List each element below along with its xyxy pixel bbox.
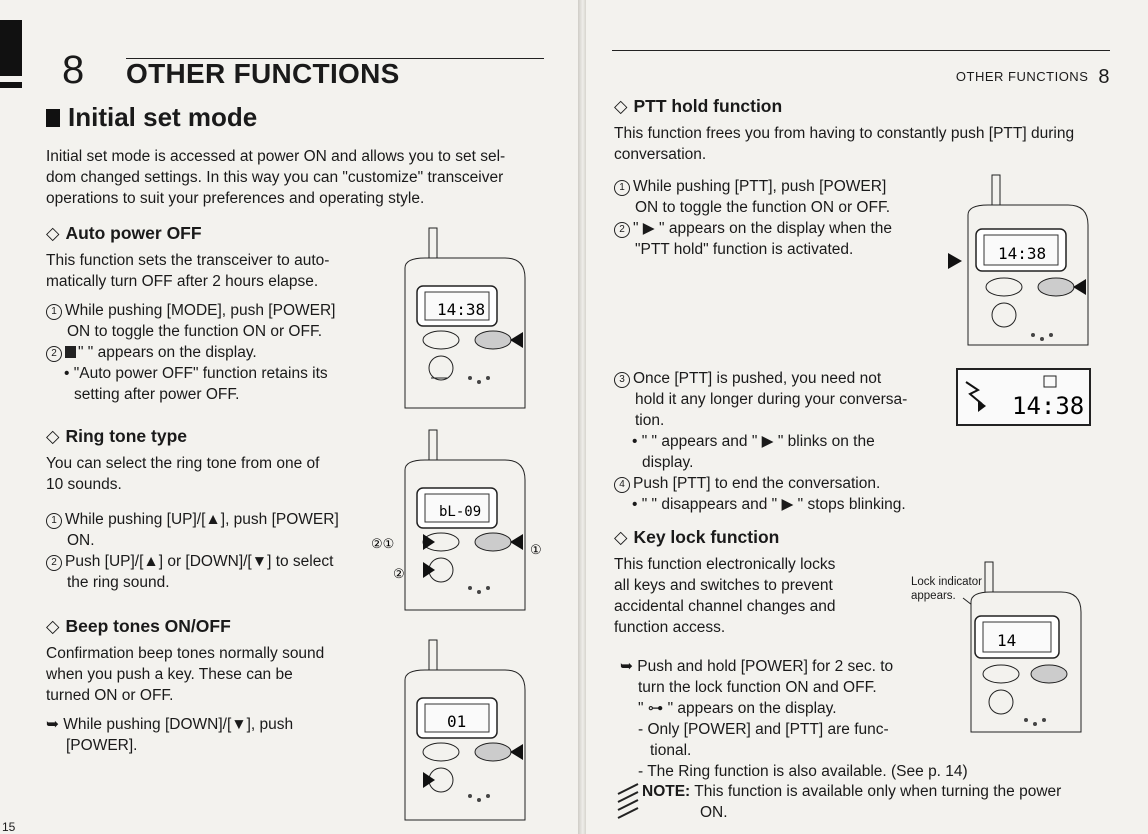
radio-illustration-ptt-hold [948, 175, 1108, 345]
chapter-tab-marker-small [0, 82, 22, 88]
ptt-hold-heading: ◇ PTT hold function [614, 96, 783, 116]
book-gutter [578, 0, 586, 834]
step-1-marker: 1 [614, 180, 630, 196]
section-title: Initial set mode [46, 102, 257, 133]
lcd-readout: 01 [447, 712, 467, 731]
diamond-icon: ◇ [46, 223, 60, 243]
step-1-marker: 1 [46, 513, 62, 529]
right-page [586, 0, 1148, 834]
ptt-hold-steps-1-2: 1 While pushing [PTT], push [POWER] ON to toggle the function ON or OFF. 2 " ▶ " appears on the display when the "PTT hold" function is activated. [614, 176, 944, 260]
step-4-marker: 4 [614, 477, 630, 493]
lcd-readout: bL-09 [439, 504, 482, 520]
svg-text:②①: ②① [371, 537, 395, 552]
arrow-icon: ➥ [620, 658, 638, 675]
radio-illustration-key-lock [941, 562, 1091, 732]
running-header: OTHER FUNCTIONS 8 [955, 66, 1110, 88]
auto-power-off-text: This function sets the transceiver to auto- matically turn OFF after 2 hours elapse. 1 While pushing [MODE], push [POWER] ON to toggle the function ON or OFF. 2 " " appears on the display. • "Auto power OFF" function retains its setting after power OFF. [46, 252, 336, 403]
key-lock-desc: This function electronically locks all keys and switches to prevent accidental channel changes and function access. [614, 556, 836, 636]
intro-paragraph: Initial set mode is accessed at power ON and allows you to set sel- dom changed settings. In this way you can "customize" transceiver operations to suit your preferences and operating style. [46, 148, 506, 207]
square-bullet-icon [46, 109, 60, 127]
ptt-hold-desc: This function frees you from having to constantly push [PTT] during conversation. [614, 125, 1075, 163]
chapter-title: OTHER FUNCTIONS [126, 58, 400, 89]
svg-text:②: ② [393, 567, 405, 582]
svg-text:①: ① [530, 543, 542, 558]
ptt-hold-steps-3-4: 3 Once [PTT] is pushed, you need not hold it any longer during your conversa- tion. • " " appears and " ▶ " blinks on the display. 4 Push [PTT] to end the conversation. • " " disappears and " ▶ " stops blinking. [614, 368, 944, 515]
radio-illustration-ring-tone [371, 430, 545, 610]
arrow-icon: ➥ [46, 716, 64, 733]
chapter-tab-marker [0, 20, 22, 76]
note-block: NOTE: This function is available only when turning the power ON. [642, 783, 1062, 821]
note-hatch-icon [618, 784, 640, 822]
lcd-readout: 14:38 [998, 244, 1047, 263]
step-1-marker: 1 [46, 304, 62, 320]
lcd-readout: 14:38 [437, 300, 486, 319]
key-lock-steps: ➥ Push and hold [POWER] for 2 sec. to turn the lock function ON and OFF. " ⊶ " appears on the display. - Only [POWER] and [PTT] are func- tional. - The Ring function is also available. (See p. 14) [620, 658, 968, 780]
step-2-marker: 2 [614, 222, 630, 238]
diamond-icon: ◇ [614, 96, 628, 116]
lcd-detail-ptt-blink [956, 368, 1091, 426]
auto-power-off-heading: ◇ Auto power OFF [46, 223, 202, 243]
step-3-marker: 3 [614, 372, 630, 388]
ring-tone-text: You can select the ring tone from one of 10 sounds. 1 While pushing [UP]/[▲], push [POWER] ON. 2 Push [UP]/[▲] or [DOWN]/[▼] to select the ring sound. [46, 455, 339, 591]
diamond-icon: ◇ [614, 527, 628, 547]
lcd-readout: 14 [997, 631, 1017, 650]
ring-tone-heading: ◇ Ring tone type [46, 426, 187, 446]
beep-tones-heading: ◇ Beep tones ON/OFF [46, 616, 231, 636]
page-number: 15 [2, 820, 16, 834]
diamond-icon: ◇ [46, 426, 60, 446]
power-save-icon [65, 346, 76, 358]
header-rule [612, 50, 1110, 51]
lock-indicator-callout: Lock indicator appears. [911, 576, 982, 602]
radio-illustration-auto-power [395, 228, 545, 408]
radio-illustration-beep [395, 640, 545, 820]
beep-tones-text: Confirmation beep tones normally sound when you push a key. These can be turned ON or OFF. ➥ While pushing [DOWN]/[▼], push [POWER]. [46, 645, 325, 754]
diamond-icon: ◇ [46, 616, 60, 636]
lcd-readout: 14:38 [1012, 392, 1085, 420]
step-2-marker: 2 [46, 555, 62, 571]
key-lock-heading: ◇ Key lock function [614, 527, 780, 547]
step-2-marker: 2 [46, 346, 62, 362]
chapter-number: 8 [62, 48, 85, 92]
